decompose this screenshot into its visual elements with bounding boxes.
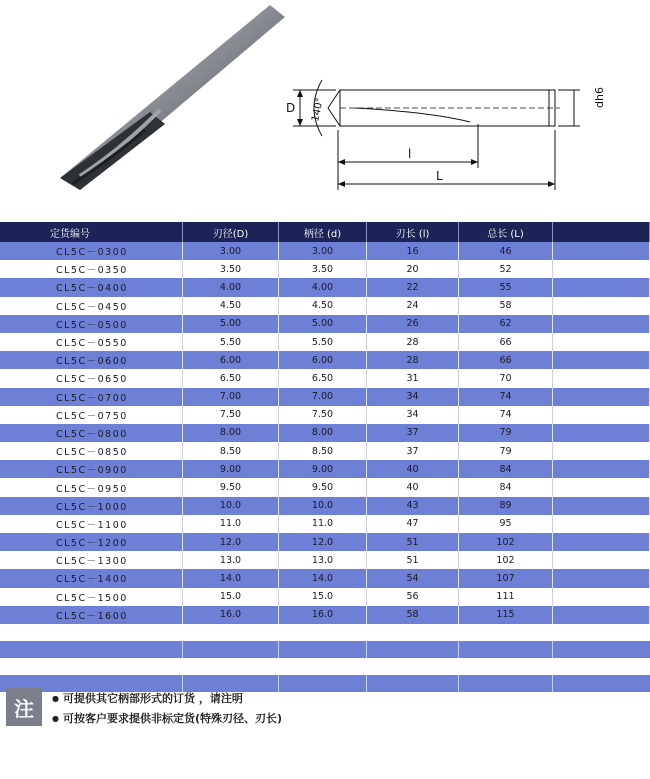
table-cell: 3.00 — [183, 242, 279, 260]
note-badge: 注 — [6, 688, 42, 726]
spec-table — [0, 222, 650, 692]
table-cell: CL5C－0450 — [0, 297, 183, 315]
table-cell: 47 — [367, 515, 459, 533]
table-row — [0, 569, 650, 587]
table-cell: 28 — [367, 351, 459, 369]
table-cell: 43 — [367, 497, 459, 515]
table-cell: 6.00 — [183, 351, 279, 369]
table-cell: CL5C－0500 — [0, 315, 183, 333]
table-cell: 28 — [367, 333, 459, 351]
table-cell: 37 — [367, 424, 459, 442]
table-cell: 84 — [459, 460, 553, 478]
note-line-2: ● 可按客户要求提供非标定货(特殊刃径、刃长) — [52, 712, 283, 725]
table-cell: 4.50 — [279, 297, 367, 315]
table-row — [0, 606, 650, 624]
table-cell: 56 — [367, 588, 459, 606]
table-row — [0, 333, 650, 351]
table-cell: 9.00 — [183, 460, 279, 478]
table-cell: CL5C－0700 — [0, 388, 183, 406]
bullet-icon: ● — [52, 694, 59, 703]
table-row — [0, 388, 650, 406]
table-cell: 7.50 — [279, 406, 367, 424]
table-cell: 7.00 — [279, 388, 367, 406]
table-cell: 9.50 — [183, 478, 279, 496]
table-cell: 26 — [367, 315, 459, 333]
table-cell: 74 — [459, 406, 553, 424]
table-cell: 95 — [459, 515, 553, 533]
table-cell: 46 — [459, 242, 553, 260]
table-cell: CL5C－0850 — [0, 442, 183, 460]
table-cell: 58 — [459, 297, 553, 315]
table-cell: CL5C－1500 — [0, 588, 183, 606]
table-cell: 11.0 — [183, 515, 279, 533]
shank-label: dh6 — [593, 87, 606, 108]
table-cell: 107 — [459, 569, 553, 587]
table-cell: 34 — [367, 406, 459, 424]
table-cell: 84 — [459, 478, 553, 496]
table-row — [0, 260, 650, 278]
table-cell: 31 — [367, 369, 459, 387]
table-row — [0, 533, 650, 551]
table-cell: 54 — [367, 569, 459, 587]
table-row — [0, 478, 650, 496]
header-total-length: 总长 (L) — [459, 222, 553, 242]
table-cell: 5.50 — [279, 333, 367, 351]
table-cell: CL5C－1300 — [0, 551, 183, 569]
table-cell: 40 — [367, 478, 459, 496]
table-cell: 10.0 — [183, 497, 279, 515]
diameter-label: D — [286, 101, 296, 115]
header-flute-length: 刃长 (l) — [367, 222, 459, 242]
table-cell: 66 — [459, 333, 553, 351]
table-row — [0, 588, 650, 606]
table-cell: 58 — [367, 606, 459, 624]
header-cutting-diameter: 刃径(D) — [183, 222, 279, 242]
table-cell: 79 — [459, 442, 553, 460]
table-row — [0, 278, 650, 296]
table-row — [0, 315, 650, 333]
table-cell: 10.0 — [279, 497, 367, 515]
table-cell: CL5C－1100 — [0, 515, 183, 533]
table-cell: 14.0 — [279, 569, 367, 587]
table-row — [0, 406, 650, 424]
table-cell: CL5C－1600 — [0, 606, 183, 624]
table-cell: CL5C－0350 — [0, 260, 183, 278]
table-cell: 5.00 — [279, 315, 367, 333]
table-cell: 14.0 — [183, 569, 279, 587]
bullet-icon: ● — [52, 714, 59, 723]
table-cell: 16 — [367, 242, 459, 260]
table-cell: CL5C－0950 — [0, 478, 183, 496]
table-cell: 11.0 — [279, 515, 367, 533]
table-cell: 9.00 — [279, 460, 367, 478]
blank-row — [0, 641, 650, 658]
table-cell: 13.0 — [279, 551, 367, 569]
table-row — [0, 351, 650, 369]
table-cell: 6.50 — [183, 369, 279, 387]
table-cell: 102 — [459, 533, 553, 551]
angle-label: 140° — [310, 96, 326, 123]
table-cell: 7.50 — [183, 406, 279, 424]
table-header-row — [0, 222, 650, 242]
table-cell: 3.50 — [183, 260, 279, 278]
table-cell: 16.0 — [279, 606, 367, 624]
table-cell: 62 — [459, 315, 553, 333]
table-cell: 8.50 — [183, 442, 279, 460]
table-cell: 8.50 — [279, 442, 367, 460]
table-row — [0, 369, 650, 387]
table-row — [0, 442, 650, 460]
table-cell: 89 — [459, 497, 553, 515]
flute-length-label: l — [408, 147, 412, 161]
table-cell: CL5C－0800 — [0, 424, 183, 442]
notes-section — [0, 682, 650, 779]
table-body — [0, 242, 650, 624]
table-cell: CL5C－1200 — [0, 533, 183, 551]
table-cell: 8.00 — [279, 424, 367, 442]
table-cell: 4.00 — [279, 278, 367, 296]
table-cell: 3.50 — [279, 260, 367, 278]
table-cell: 55 — [459, 278, 553, 296]
table-cell: 9.50 — [279, 478, 367, 496]
table-cell: 12.0 — [279, 533, 367, 551]
table-cell: 20 — [367, 260, 459, 278]
table-row — [0, 424, 650, 442]
table-cell: CL5C－0900 — [0, 460, 183, 478]
table-cell: 6.50 — [279, 369, 367, 387]
table-cell: CL5C－0650 — [0, 369, 183, 387]
table-row — [0, 297, 650, 315]
table-cell: CL5C－1000 — [0, 497, 183, 515]
table-cell: 51 — [367, 551, 459, 569]
table-cell: 15.0 — [183, 588, 279, 606]
table-row — [0, 515, 650, 533]
table-cell: 37 — [367, 442, 459, 460]
table-cell: 74 — [459, 388, 553, 406]
table-cell: 79 — [459, 424, 553, 442]
table-cell: 70 — [459, 369, 553, 387]
table-cell: 51 — [367, 533, 459, 551]
table-cell: 34 — [367, 388, 459, 406]
table-cell: 24 — [367, 297, 459, 315]
table-row — [0, 460, 650, 478]
table-cell: 13.0 — [183, 551, 279, 569]
table-cell: 102 — [459, 551, 553, 569]
header-order-no: 定货编号 — [0, 222, 183, 242]
table-cell: 12.0 — [183, 533, 279, 551]
table-cell: 52 — [459, 260, 553, 278]
header-empty — [553, 222, 650, 242]
header-shank-diameter: 柄径 (d) — [279, 222, 367, 242]
table-cell: CL5C－0600 — [0, 351, 183, 369]
table-cell: CL5C－0550 — [0, 333, 183, 351]
table-cell: 8.00 — [183, 424, 279, 442]
table-cell: 15.0 — [279, 588, 367, 606]
table-cell: 40 — [367, 460, 459, 478]
table-cell: 5.00 — [183, 315, 279, 333]
table-cell: 115 — [459, 606, 553, 624]
table-cell: 66 — [459, 351, 553, 369]
table-row — [0, 497, 650, 515]
table-cell: 5.50 — [183, 333, 279, 351]
table-cell: 111 — [459, 588, 553, 606]
table-cell: 4.00 — [183, 278, 279, 296]
table-cell: 22 — [367, 278, 459, 296]
technical-drawing — [0, 0, 650, 215]
table-cell: CL5C－0750 — [0, 406, 183, 424]
table-cell: CL5C－0300 — [0, 242, 183, 260]
table-cell: 16.0 — [183, 606, 279, 624]
table-cell: 6.00 — [279, 351, 367, 369]
table-cell: 7.00 — [183, 388, 279, 406]
note-line-1: ● 可提供其它柄部形式的订货 ，请注明 — [52, 692, 243, 705]
table-cell: CL5C－0400 — [0, 278, 183, 296]
table-cell: CL5C－1400 — [0, 569, 183, 587]
table-cell: 3.00 — [279, 242, 367, 260]
table-row — [0, 242, 650, 260]
table-row — [0, 551, 650, 569]
table-cell: 4.50 — [183, 297, 279, 315]
total-length-label: L — [436, 169, 443, 183]
